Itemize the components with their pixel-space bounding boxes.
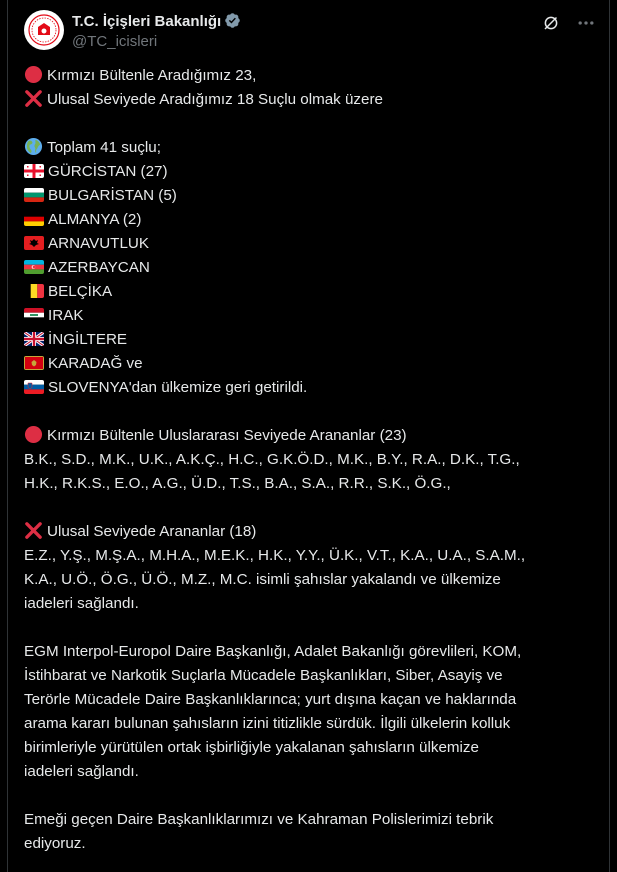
national-names: iadeleri sağlandı. (24, 595, 139, 612)
country-line (24, 208, 594, 232)
closing-line: Emeği geçen Daire Başkanlıklarımızı ve Kahraman Polislerimizi tebrik (24, 811, 494, 828)
paragraph-line: arama kararı bulunan şahısların izini titizlikle sürdük. İlgili ülkelerin kolluk (24, 715, 511, 732)
country-label: GÜRCİSTAN (27) (48, 163, 168, 180)
closing-line: ediyoruz. (24, 835, 86, 852)
tweet-header (24, 10, 594, 54)
germany-flag-icon (24, 212, 44, 226)
intro-line (24, 88, 594, 112)
country-label: KARADAĞ ve (48, 355, 143, 372)
country-line (24, 304, 594, 328)
red-notice-heading (24, 424, 594, 448)
paragraph-line: İstihbarat ve Narkotik Suçlarla Mücadele Başkanlıkları, Siber, Asayiş ve (24, 667, 503, 684)
country-label: BULGARİSTAN (5) (48, 187, 177, 204)
account-name-text: T.C. İçişleri Bakanlığı (72, 13, 222, 30)
intro-text: Ulusal Seviyede Aradığımız 18 Suçlu olmak üzere (47, 91, 383, 108)
paragraph-line: birimleriyle yürütülen ortak işbirliğiyle yakalanan şahısların ülkemize (24, 739, 479, 756)
country-label: SLOVENYA'dan ülkemize geri getirildi. (48, 379, 308, 396)
verified-badge-icon (224, 12, 241, 29)
country-line (24, 376, 594, 400)
national-heading (24, 520, 594, 544)
country-line (24, 280, 594, 304)
globe-icon (24, 137, 43, 156)
country-label: IRAK (48, 307, 84, 324)
intro-text: Kırmızı Bültenle Aradığımız 23, (47, 67, 257, 84)
grok-icon[interactable] (542, 14, 560, 32)
heading-text: Ulusal Seviyede Arananlar (18) (47, 523, 257, 540)
montenegro-flag-icon (24, 356, 44, 370)
paragraph-line: EGM Interpol-Europol Daire Başkanlığı, Adalet Bakanlığı görevlileri, KOM, (24, 643, 522, 660)
red-notice-names: B.K., S.D., M.K., U.K., A.K.Ç., H.C., G.K.Ö.D., M.K., B.Y., R.A., D.K., T.G., (24, 451, 520, 468)
total-text: Toplam 41 suçlu; (47, 139, 161, 156)
paragraph-line: Terörle Mücadele Daire Başkanlıklarınca; yurt dışına kaçan ve haklarında (24, 691, 517, 708)
iraq-flag-icon (24, 308, 44, 322)
cross-mark-icon (24, 521, 43, 540)
spacer (24, 496, 594, 520)
spacer (24, 112, 594, 136)
ministry-emblem-icon (24, 10, 64, 50)
red-circle-icon (24, 425, 43, 444)
country-line (24, 160, 594, 184)
intro-line (24, 64, 594, 88)
slovenia-flag-icon (24, 380, 44, 394)
account-name[interactable] (72, 12, 241, 30)
country-label: İNGİLTERE (48, 331, 128, 348)
avatar[interactable] (24, 10, 64, 50)
georgia-flag-icon (24, 164, 44, 178)
country-line (24, 256, 594, 280)
more-options-icon[interactable] (576, 13, 596, 33)
country-line (24, 352, 594, 376)
total-line (24, 136, 594, 160)
spacer (24, 784, 594, 808)
belgium-flag-icon (24, 284, 44, 298)
account-handle[interactable]: @TC_icisleri (72, 33, 158, 50)
country-line (24, 328, 594, 352)
albania-flag-icon (24, 236, 44, 250)
bulgaria-flag-icon (24, 188, 44, 202)
country-label: AZERBAYCAN (48, 259, 150, 276)
country-label: ARNAVUTLUK (48, 235, 149, 252)
national-names: E.Z., Y.Ş., M.Ş.A., M.H.A., M.E.K., H.K., Y.Y., Ü.K., V.T., K.A., U.A., S.A.M., (24, 547, 526, 564)
uk-flag-icon (24, 332, 44, 346)
red-circle-icon (24, 65, 43, 84)
country-line (24, 232, 594, 256)
spacer (24, 400, 594, 424)
tweet-text (24, 64, 594, 856)
azerbaijan-flag-icon (24, 260, 44, 274)
spacer (24, 616, 594, 640)
paragraph-line: iadeleri sağlandı. (24, 763, 139, 780)
red-notice-names: H.K., R.K.S., E.O., A.G., Ü.D., T.S., B.A., S.A., R.R., S.K., Ö.G., (24, 475, 451, 492)
national-names: K.A., U.Ö., Ö.G., Ü.Ö., M.Z., M.C. isimli şahıslar yakalandı ve ülkemize (24, 571, 501, 588)
country-label: ALMANYA (2) (48, 211, 142, 228)
country-line (24, 184, 594, 208)
country-label: BELÇİKA (48, 283, 113, 300)
cross-mark-icon (24, 89, 43, 108)
heading-text: Kırmızı Bültenle Uluslararası Seviyede Arananlar (23) (47, 427, 407, 444)
